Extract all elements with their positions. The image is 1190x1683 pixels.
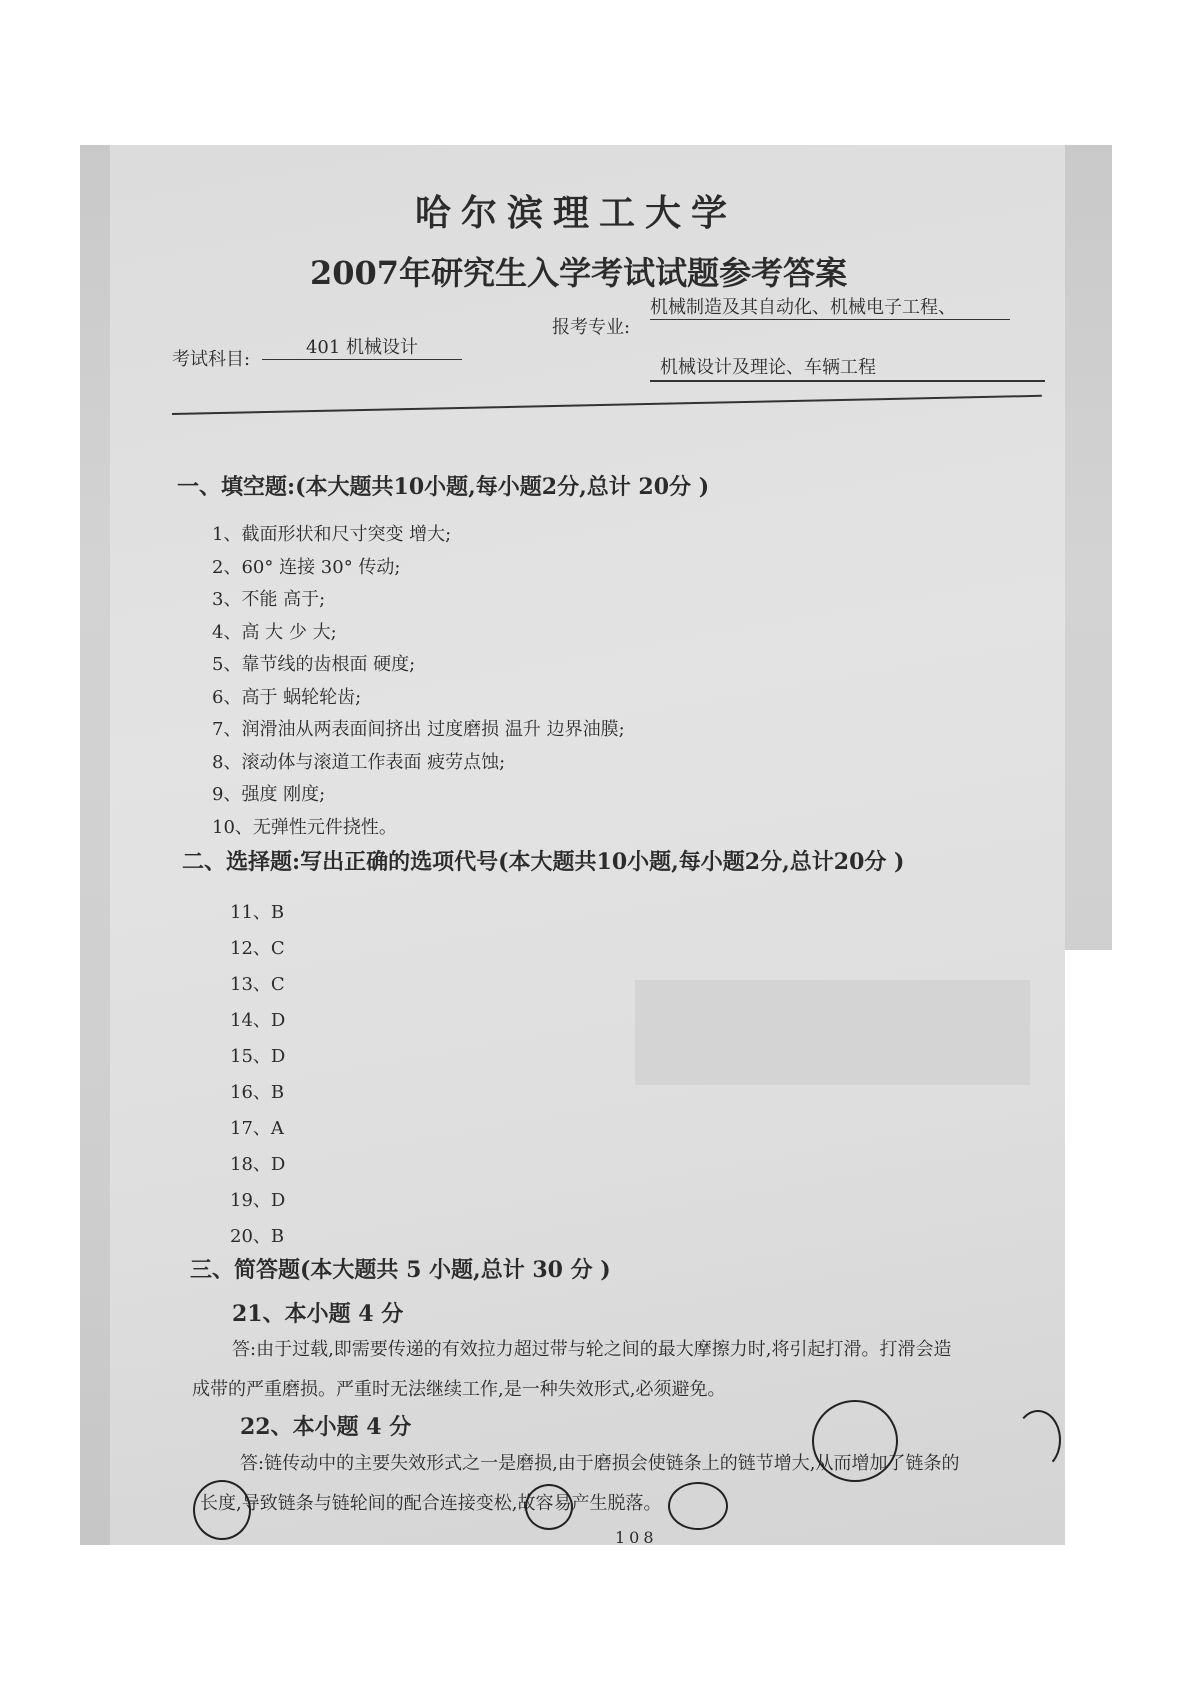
document-title: 2007年研究生入学考试试题参考答案: [310, 254, 848, 292]
fill-answer-1: 1、截面形状和尺寸突变 增大;: [212, 524, 452, 545]
handwritten-circle: [193, 1480, 251, 1540]
fill-answer-8: 8、滚动体与滚道工作表面 疲劳点蚀;: [212, 752, 506, 773]
choice-answer-13: 13、C: [230, 974, 285, 995]
q22-answer-line1: 答:链传动中的主要失效形式之一是磨损,由于磨损会使链条上的链节增大,从而增加了链条的: [240, 1453, 960, 1474]
scan-artifact-patch: [635, 980, 1030, 1085]
q21-answer-line1: 答:由于过载,即需要传递的有效拉力超过带与轮之间的最大摩擦力时,将引起打滑。打滑会造: [232, 1339, 952, 1360]
subject-label: 考试科目:: [172, 349, 251, 370]
fill-answer-9: 9、强度 刚度;: [212, 784, 326, 805]
university-name: 哈尔滨理工大学: [415, 192, 738, 234]
q21-title: 21、本小题 4 分: [232, 1301, 404, 1327]
handwritten-circle: [525, 1484, 573, 1530]
fill-answer-3: 3、不能 高于;: [212, 589, 326, 610]
subject-value: 401 机械设计: [262, 333, 462, 360]
handwritten-circle: [668, 1482, 728, 1530]
fill-answer-7: 7、润滑油从两表面间挤出 过度磨损 温升 边界油膜;: [212, 719, 625, 740]
fill-answer-10: 10、无弹性元件挠性。: [212, 817, 397, 838]
section1-title: 一、填空题:(本大题共10小题,每小题2分,总计 20分 ): [177, 474, 710, 500]
q22-answer-line2: 长度,导致链条与链轮间的配合连接变松,故容易产生脱落。: [200, 1493, 662, 1514]
major-line1: 机械制造及其自动化、机械电子工程、: [650, 293, 1010, 320]
fill-answer-4: 4、高 大 少 大;: [212, 622, 337, 643]
choice-answer-16: 16、B: [230, 1082, 285, 1103]
page-number: 108: [615, 1528, 658, 1547]
fill-answer-6: 6、高于 蜗轮轮齿;: [212, 687, 362, 708]
handwritten-circle: [812, 1400, 898, 1482]
handwritten-mark: [1015, 1410, 1061, 1470]
choice-answer-14: 14、D: [230, 1010, 286, 1031]
section3-title: 三、简答题(本大题共 5 小题,总计 30 分 ): [190, 1257, 611, 1283]
major-label: 报考专业:: [552, 317, 631, 338]
section2-title: 二、选择题:写出正确的选项代号(本大题共10小题,每小题2分,总计20分 ): [182, 849, 905, 875]
choice-answer-12: 12、C: [230, 938, 285, 959]
choice-answer-15: 15、D: [230, 1046, 286, 1067]
scan-edge: [1065, 950, 1112, 1545]
major-line2: 机械设计及理论、车辆工程: [660, 357, 876, 378]
q22-title: 22、本小题 4 分: [240, 1414, 412, 1440]
choice-answer-17: 17、A: [230, 1118, 284, 1139]
major-underline: [650, 380, 1045, 382]
choice-answer-11: 11、B: [230, 902, 285, 923]
fill-answer-5: 5、靠节线的齿根面 硬度;: [212, 654, 416, 675]
choice-answer-18: 18、D: [230, 1154, 286, 1175]
choice-answer-20: 20、B: [230, 1226, 285, 1247]
fill-answer-2: 2、60° 连接 30° 传动;: [212, 557, 401, 578]
q21-answer-line2: 成带的严重磨损。严重时无法继续工作,是一种失效形式,必须避免。: [192, 1379, 726, 1400]
choice-answer-19: 19、D: [230, 1190, 286, 1211]
